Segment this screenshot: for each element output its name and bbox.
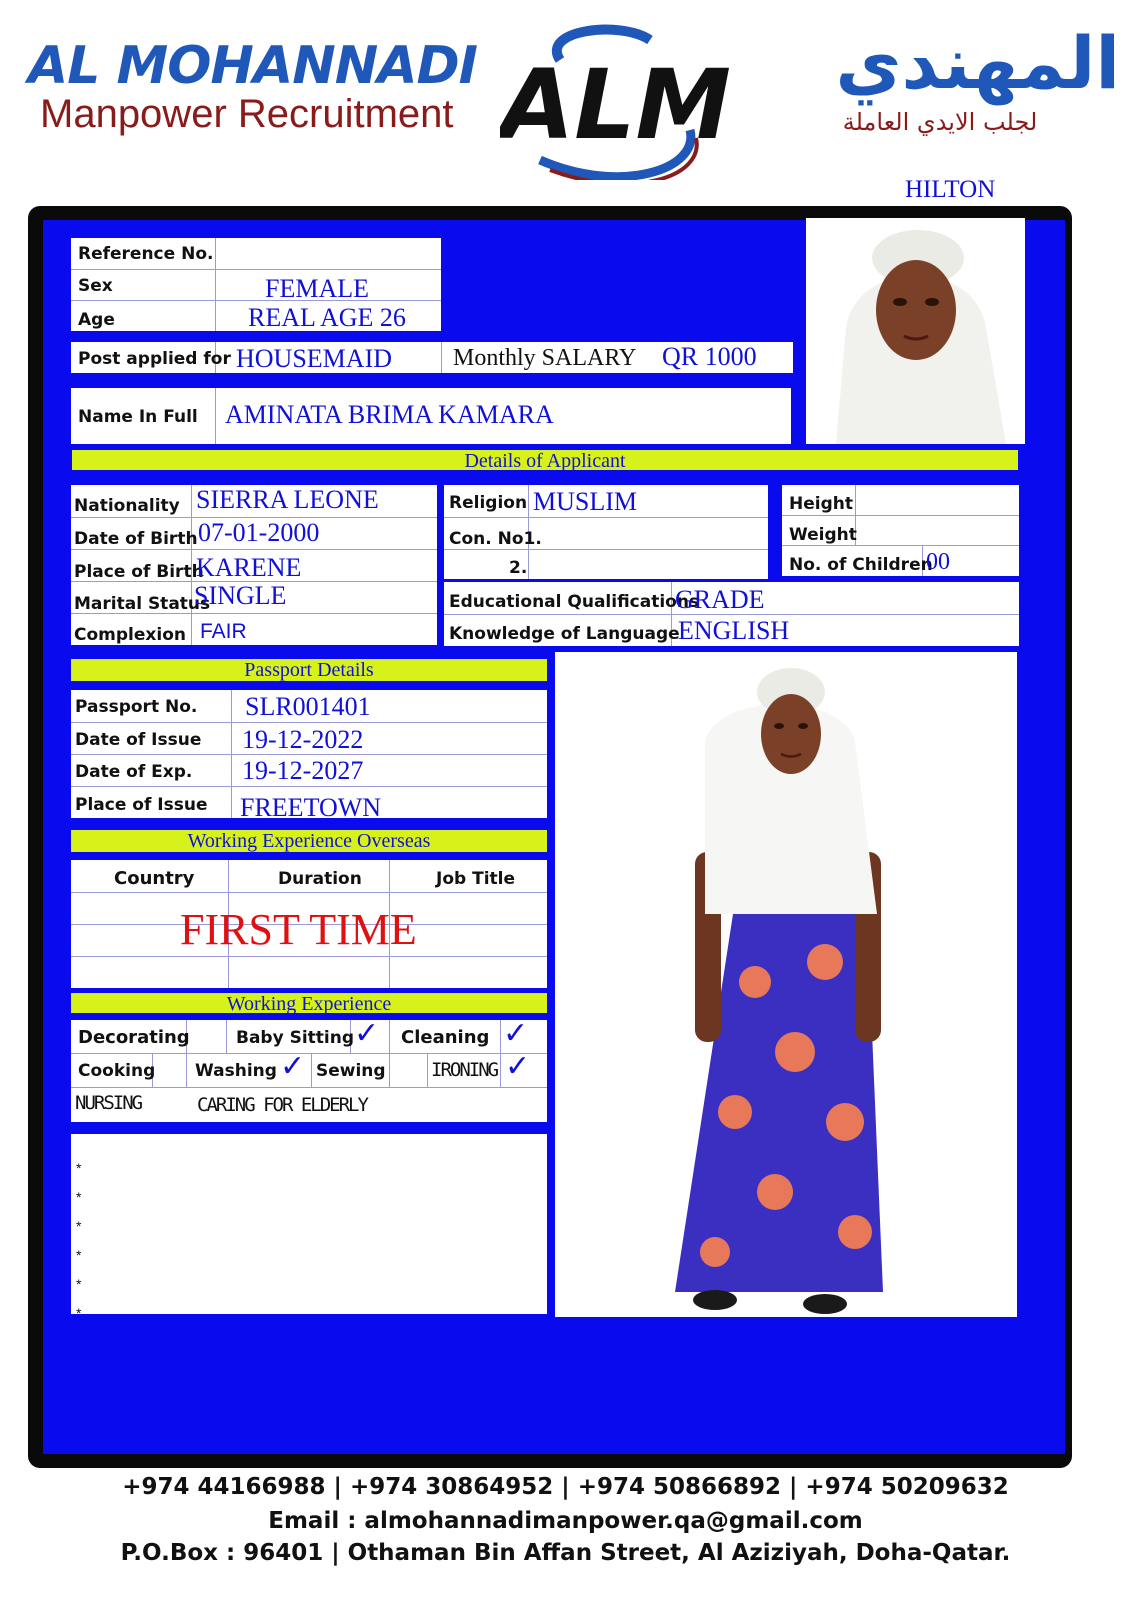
note-item: * [76, 1247, 82, 1263]
footer-phones: +974 44166988 | +974 30864952 | +974 50866892 | +974 50209632 [122, 1474, 1009, 1500]
check-ironing-icon: ✓ [505, 1049, 531, 1084]
skill-decorating: Decorating [78, 1027, 190, 1048]
weight-label: Weight [789, 525, 857, 545]
place-of-issue-value: FREETOWN [240, 793, 382, 822]
language-value: ENGLISH [678, 616, 790, 645]
language-label: Knowledge of Language [449, 624, 680, 644]
col-duration: Duration [278, 869, 362, 889]
education-label: Educational Qualifications [449, 592, 700, 612]
logo-text: ALM [500, 49, 731, 161]
brand-name-arabic: المهندي [835, 21, 1120, 105]
pob-label: Place of Birth [74, 562, 204, 582]
skill-nursing: NURSING [75, 1092, 142, 1114]
children-value: 00 [926, 549, 950, 575]
skill-sewing: Sewing [316, 1061, 386, 1081]
first-time-stamp: FIRST TIME [180, 905, 417, 954]
skill-cooking: Cooking [78, 1061, 156, 1081]
issue-date-value: 19-12-2022 [242, 725, 364, 754]
note-item: * [76, 1189, 82, 1205]
marital-value: SINGLE [194, 581, 287, 610]
alm-logo-icon [500, 20, 740, 180]
client-name: HILTON [905, 176, 996, 203]
place-of-issue-label: Place of Issue [75, 795, 208, 815]
marital-label: Marital Status [74, 594, 211, 614]
experience-section-title: Working Experience [71, 993, 547, 1013]
passport-no-value: SLR001401 [245, 692, 371, 721]
passport-section-title: Passport Details [71, 659, 547, 681]
details-section-title: Details of Applicant [72, 450, 1018, 470]
skill-baby-sitting: Baby Sitting [236, 1028, 355, 1048]
dob-label: Date of Birth [74, 529, 198, 549]
age-label: Age [78, 310, 115, 330]
note-item: * [76, 1160, 82, 1176]
notes-box [71, 1134, 547, 1314]
salary-label: Monthly SALARY [453, 345, 637, 371]
check-washing-icon: ✓ [280, 1049, 306, 1084]
age-value: REAL AGE 26 [248, 303, 406, 332]
reference-label: Reference No. [78, 244, 214, 264]
portrait-photo [806, 218, 1025, 444]
complexion-label: Complexion [74, 625, 186, 645]
footer-address: P.O.Box : 96401 | Othaman Bin Affan Street, Al Aziziyah, Doha-Qatar. [120, 1540, 1011, 1566]
religion-label: Religion [449, 493, 528, 513]
con1-label: Con. No1. [449, 529, 542, 549]
education-value: GRADE [675, 585, 765, 614]
complexion-value: FAIR [200, 620, 247, 643]
salary-value: QR 1000 [662, 342, 757, 371]
brand-name: AL MOHANNADI [28, 36, 477, 96]
issue-date-label: Date of Issue [75, 730, 202, 750]
notes-list [76, 1154, 81, 1328]
skill-cleaning: Cleaning [401, 1027, 490, 1048]
name-value: AMINATA BRIMA KAMARA [225, 400, 554, 429]
brand-subtitle: Manpower Recruitment [40, 92, 454, 136]
exp-date-label: Date of Exp. [75, 762, 193, 782]
post-label: Post applied for [78, 349, 231, 369]
skill-washing: Washing [195, 1061, 277, 1081]
religion-value: MUSLIM [533, 487, 638, 516]
children-label: No. of Children [789, 555, 933, 575]
exp-date-value: 19-12-2027 [242, 756, 364, 785]
overseas-section-title: Working Experience Overseas [71, 830, 547, 852]
pob-value: KARENE [196, 553, 302, 582]
col-country: Country [114, 868, 195, 889]
name-label: Name In Full [78, 407, 198, 427]
brand-subtitle-arabic: لجلب الايدي العاملة [842, 108, 1038, 136]
note-item: * [76, 1276, 82, 1292]
sex-label: Sex [78, 276, 113, 296]
nationality-label: Nationality [74, 496, 180, 516]
nationality-value: SIERRA LEONE [196, 485, 379, 514]
check-baby-sitting-icon: ✓ [354, 1016, 380, 1051]
note-item: * [76, 1218, 82, 1234]
passport-no-label: Passport No. [75, 697, 198, 717]
footer-email: Email : almohannadimanpower.qa@gmail.com [268, 1508, 863, 1534]
post-value: HOUSEMAID [236, 344, 392, 373]
note-item: * [76, 1305, 82, 1321]
col-job-title: Job Title [436, 869, 515, 889]
height-label: Height [789, 494, 853, 514]
con2-label: 2. [509, 558, 528, 578]
full-body-photo [555, 652, 1017, 1317]
skill-caring-for-elderly: CARING FOR ELDERLY [197, 1094, 367, 1116]
dob-value: 07-01-2000 [198, 518, 320, 547]
skill-ironing: IRONING [431, 1059, 498, 1081]
sex-value: FEMALE [265, 274, 369, 303]
check-cleaning-icon: ✓ [503, 1016, 529, 1051]
